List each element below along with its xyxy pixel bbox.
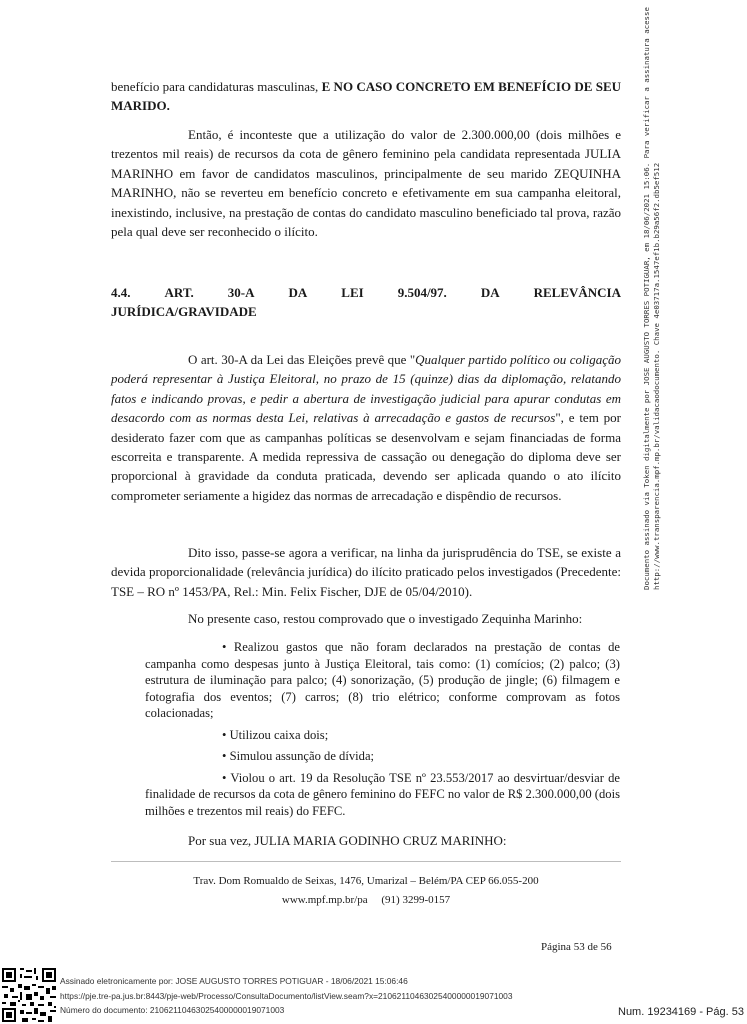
bullet-icon: • <box>222 640 227 654</box>
paragraph-6-text: Por sua vez, JULIA MARIA GODINHO CRUZ MARINHO: <box>188 833 507 848</box>
bullet-icon: • <box>222 727 227 742</box>
heading-line-2: JURÍDICA/GRAVIDADE <box>111 304 257 319</box>
paragraph-3-text-b: ", e tem por desiderato fazer com que as campanhas políticas se desenvolvam e sejam financiadas de forma escorreita e transparente. A medida repressiva de cassação ou denegação do diploma deve ser proporcional à gravidade da conduta praticada, devendo ser aplicada quando o ato ilícito comprometer seriamente a higidez das normas de arrecadação e dispêndio de recursos. <box>111 410 621 503</box>
paragraph-1 <box>111 77 621 116</box>
footer-divider <box>111 861 621 862</box>
paragraph-4-text: Dito isso, passe-se agora a verificar, na linha da jurisprudência do TSE, se existe a devida proporcionalidade (relevância jurídica) do ilícito praticado pelos investigados (Precedente: TSE – RO nº 1453/PA, Rel.: Min. Felix Fischer, DJE de 05/04/2010). <box>111 545 621 599</box>
bullet-icon: • <box>222 749 227 763</box>
page-number: Página 53 de 56 <box>541 941 612 953</box>
list-item: • Violou o art. 19 da Resolução TSE nº 23.553/2017 ao desvirtuar/desviar de finalidade de recursos da cota de gênero feminino do FEFC no valor de R$ 2.300.000,00 (dois milhões e trezentos mil reais) do FEFC. <box>145 770 620 818</box>
heading-word: RELEVÂNCIA <box>533 285 621 300</box>
list-item: • Utilizou caixa dois; <box>222 727 329 742</box>
paragraph-2-text: Então, é inconteste que a utilização do valor de 2.300.000,00 (dois milhões e trezentos mil reais) de recursos da cota de gênero feminino pela candidata representada JULIA MARINHO em favor de candidatos masculinos, principalmente de seu marido ZEQUINHA MARINHO, não se reverteu em benefício concreto e efetivamente em sua campanha eleitoral, inexistindo, inclusive, na prestação de contas do candidato masculino beneficiado tal prova, razão pela qual deve ser reconhecido o ilícito. <box>111 127 621 240</box>
section-heading <box>111 283 621 321</box>
stamp-line-2: http://www.transparencia.mpf.mp.br/validacaodocumento. Chave 4e03717a.1547ef1b.b29a56f2.db5ef512 <box>652 162 661 590</box>
document-number: Num. 19234169 - Pág. 53 <box>618 1006 744 1018</box>
heading-word: 30-A <box>227 285 255 300</box>
paragraph-1-emphasis: E NO CASO CONCRETO EM BENEFÍCIO DE SEU MARIDO. <box>111 79 622 114</box>
heading-word: 9.504/97. <box>397 285 447 300</box>
signature-document-number: Número do documento: 21062110463025400000019071003 <box>60 1005 285 1015</box>
digital-signature-stamp <box>642 0 662 590</box>
bullet-list <box>145 639 620 824</box>
paragraph-3 <box>111 350 621 505</box>
stamp-line-1: Documento assinado via Token digitalmente por JOSE AUGUSTO TORRES POTIGUAR, em 18/06/2021 15:06. Para verificar a assinatura acesse <box>642 7 651 590</box>
bullet-icon: • <box>222 770 227 785</box>
footer-contact: www.mpf.mp.br/pa (91) 3299-0157 <box>281 894 451 906</box>
signature-link[interactable]: https://pje.tre-pa.jus.br:8443/pje-web/Processo/ConsultaDocumento/listView.seam?x=21062110463025400000019071003 <box>60 991 513 1001</box>
paragraph-5-text: No presente caso, restou comprovado que o investigado Zequinha Marinho: <box>188 611 583 626</box>
heading-word: LEI <box>341 285 364 300</box>
heading-word: 4.4. <box>111 285 131 300</box>
footer-address: Trav. Dom Romualdo de Seixas, 1476, Umarizal – Belém/PA CEP 66.055-200 <box>193 875 539 887</box>
legal-quote: Qualquer partido político ou coligação poderá representar à Justiça Eleitoral, no prazo de 15 (quinze) dias da diplomação, relatando fatos e indicando provas, e pedir a abertura de investigação judicial para apurar condutas em desacordo com as normas desta Lei, relativas à arrecadação e gastos de recursos <box>111 352 621 426</box>
qr-code-icon <box>0 966 58 1024</box>
paragraph-1-text: benefício para candidaturas masculinas, <box>111 79 322 94</box>
heading-word: DA <box>480 285 500 300</box>
heading-word: ART. <box>164 285 194 300</box>
paragraph-6 <box>111 831 621 850</box>
heading-word: DA <box>288 285 308 300</box>
paragraph-5 <box>111 609 621 628</box>
paragraph-2 <box>111 125 621 241</box>
paragraph-3-text-a: O art. 30-A da Lei das Eleições prevê que " <box>188 352 416 367</box>
list-item: • Realizou gastos que não foram declarados na prestação de contas de campanha como despesas junto à Justiça Eleitoral, tais como: (1) comícios; (2) palco; (3) estrutura de iluminação para palco; (4) sonorização, (5) produção de jingle; (6) filmagem e fotografia dos eventos; (7) carros; (8) trio elétrico; conforme comprovam as fotos colacionadas; <box>145 640 621 720</box>
signature-line-1: Assinado eletronicamente por: JOSE AUGUSTO TORRES POTIGUAR - 18/06/2021 15:06:46 <box>60 976 408 986</box>
paragraph-4 <box>111 543 621 601</box>
list-item: • Simulou assunção de dívida; <box>222 749 375 763</box>
